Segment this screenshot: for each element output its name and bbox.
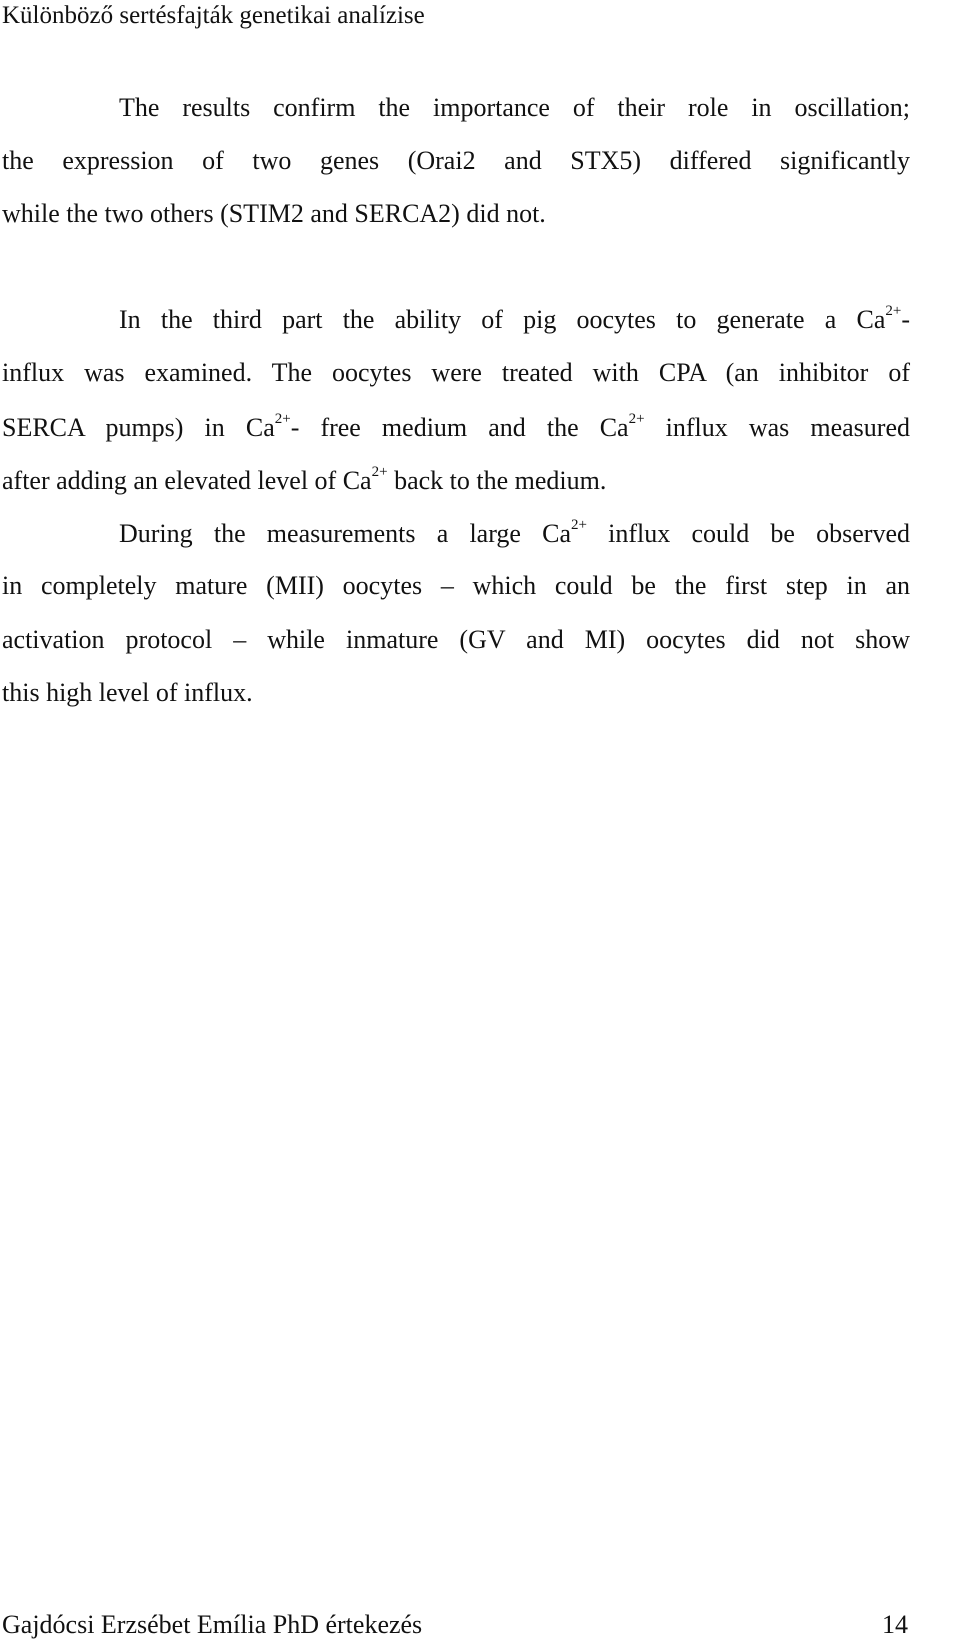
paragraph-2-line-4 [2, 465, 606, 497]
superscript: 2+ [371, 464, 388, 481]
text-run: back to the medium. [387, 466, 607, 495]
superscript: 2+ [885, 303, 902, 320]
text-run: In the third part the ability of pig oocytes to generate a Ca [119, 305, 886, 334]
paragraph-3-line-3: activation protocol – while inmature (GV and MI) oocytes did not show [2, 625, 910, 654]
superscript: 2+ [628, 411, 645, 428]
paragraph-1-line-3: while the two others (STIM2 and SERCA2) did not. [2, 199, 546, 228]
page-footer [2, 1609, 908, 1641]
page-number: 14 [882, 1610, 908, 1639]
paragraph-3-line-1 [119, 518, 910, 550]
paragraph-1-line-2: the expression of two genes (Orai2 and STX5) differed significantly [2, 146, 910, 175]
text-run: influx was measured [644, 413, 910, 442]
text-run: During the measurements a large Ca [119, 519, 572, 548]
text-run: after adding an elevated level of Ca [2, 466, 372, 495]
superscript: 2+ [274, 411, 291, 428]
paragraph-2-line-3 [2, 412, 910, 444]
paragraph-3-line-4: this high level of influx. [2, 678, 253, 707]
paragraph-2-line-2: influx was examined. The oocytes were treated with CPA (an inhibitor of [2, 358, 910, 387]
running-header: Különböző sertésfajták genetikai analízise [2, 2, 425, 29]
text-run: - free medium and the Ca [290, 413, 629, 442]
text-run: SERCA pumps) in Ca [2, 413, 275, 442]
footer-author: Gajdócsi Erzsébet Emília PhD értekezés [2, 1610, 423, 1639]
paragraph-3-line-2: in completely mature (MII) oocytes – which could be the first step in an [2, 571, 910, 600]
text-run: influx could be observed [586, 519, 911, 548]
paragraph-2-line-1 [119, 304, 910, 336]
superscript: 2+ [571, 517, 587, 534]
text-run: - [901, 305, 910, 334]
paragraph-1-line-1: The results confirm the importance of their role in oscillation; [119, 93, 910, 122]
